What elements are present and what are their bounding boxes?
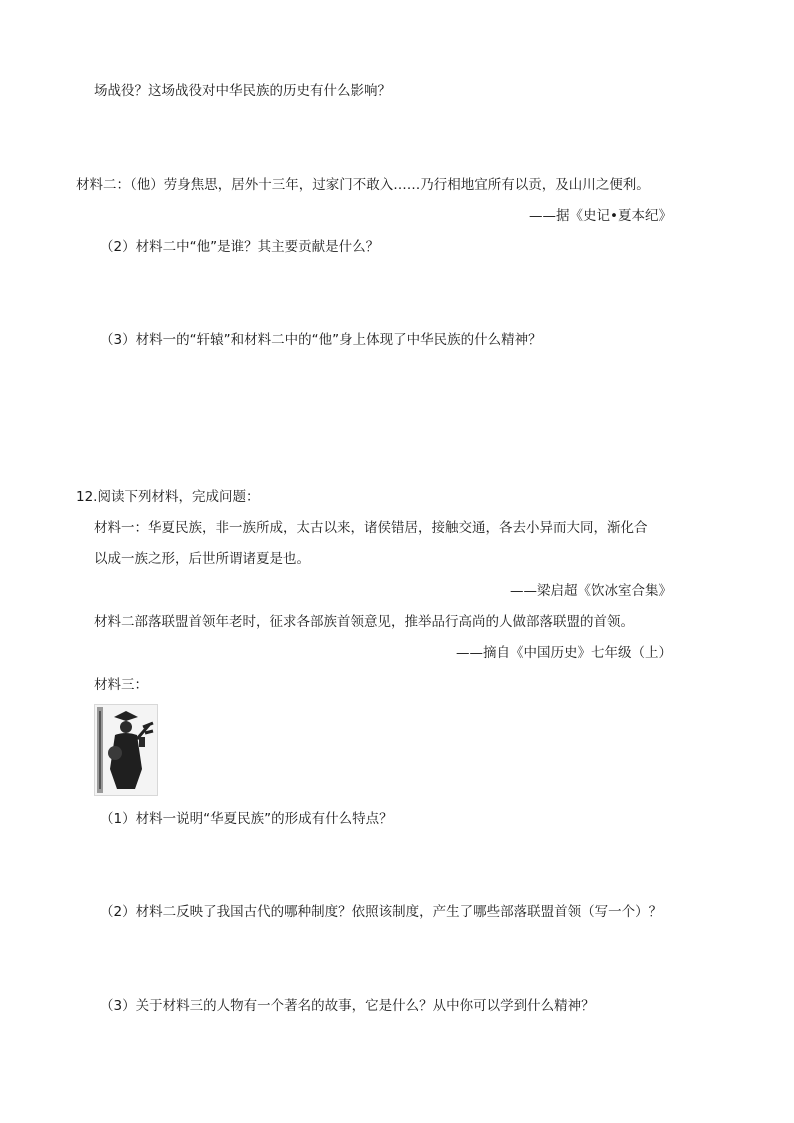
q12-material-two: 材料二部落联盟首领年老时，征求各部族首领意见，推举品行高尚的人做部落联盟的首领。: [94, 614, 634, 630]
q12-material-two-source: ——摘自《中国历史》七年级（上）: [456, 645, 672, 661]
q12-sub-question-3: （3）关于材料三的人物有一个著名的故事，它是什么？从中你可以学到什么精神？: [100, 998, 595, 1014]
q12-sub-question-2: （2）材料二反映了我国古代的哪种制度？依照该制度，产生了哪些部落联盟首领（写一个）？: [100, 904, 663, 920]
q12-material-one-source: ——梁启超《饮冰室合集》: [510, 583, 672, 599]
q12-material-three-label: 材料三：: [94, 677, 148, 693]
q12-material-one-line1: 材料一：华夏民族，非一族所成，太古以来，诸侯错居，接触交通，各去小异而大同，渐化合: [94, 520, 648, 536]
question-2: （2）材料二中“他”是谁？其主要贡献是什么？: [100, 239, 380, 255]
q12-material-one-line2: 以成一族之形，后世所谓诸夏是也。: [94, 551, 310, 567]
material-two-source: ——据《史记•夏本纪》: [529, 208, 672, 224]
ancient-figure-image: [94, 704, 158, 796]
question-12-title: 12.阅读下列材料，完成问题：: [76, 489, 260, 505]
line-battle-question: 场战役？这场战役对中华民族的历史有什么影响？: [94, 83, 391, 99]
material-two-text: 材料二：（他）劳身焦思，居外十三年，过家门不敢入……乃行相地宜所有以贡，及山川之便利。: [76, 177, 650, 193]
q12-sub-question-1: （1）材料一说明“华夏民族”的形成有什么特点？: [100, 811, 393, 827]
question-3: （3）材料一的“轩辕”和材料二中的“他”身上体现了中华民族的什么精神？: [100, 332, 542, 348]
